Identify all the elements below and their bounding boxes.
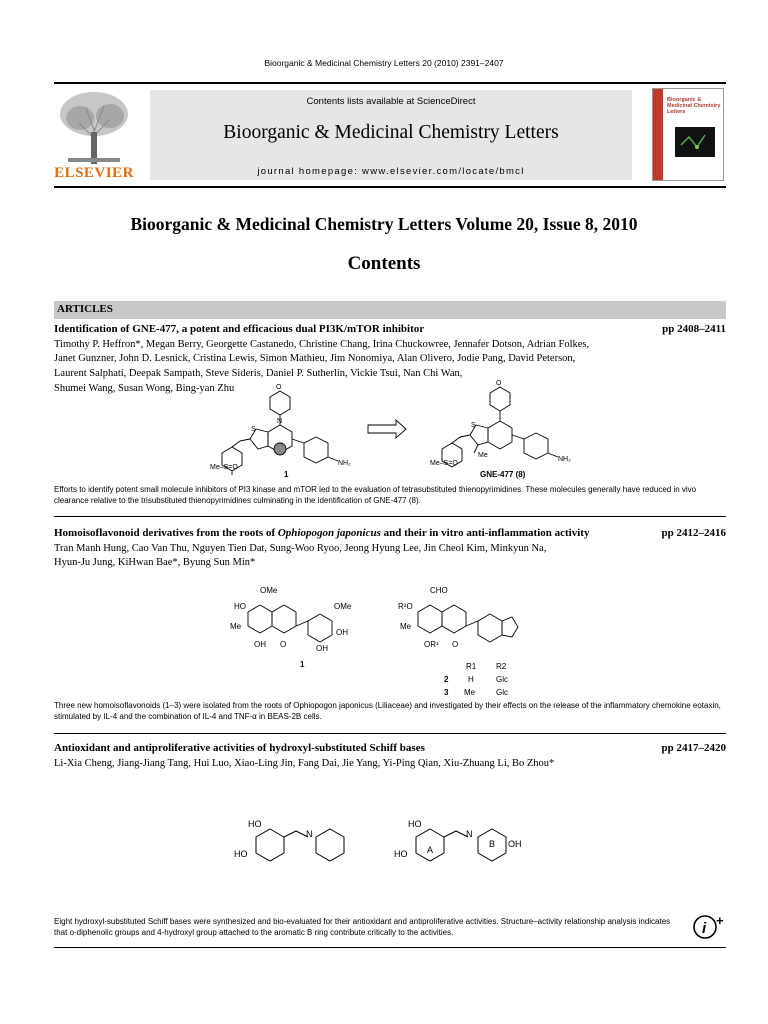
svg-text:OH: OH: [316, 644, 328, 653]
svg-text:N: N: [306, 829, 313, 839]
masthead: [54, 86, 726, 184]
svg-text:OH: OH: [508, 839, 522, 849]
cover-title: Bioorganic & Medicinal Chemistry Letters: [667, 97, 721, 116]
cover-stripe: [653, 89, 663, 180]
cover-image: [675, 127, 715, 157]
svg-text:+: +: [716, 913, 724, 928]
svg-text:Glc: Glc: [496, 688, 508, 697]
article-authors: Li-Xia Cheng, Jiang-Jiang Tang, Hui Luo, Xiao-Ling Jin, Fang Dai, Jie Yang, Yi-Ping Qian, Xiu-Zhuang Li, Bo Zhou*: [54, 757, 555, 769]
compound-label-1: 1: [300, 660, 305, 669]
svg-text:O: O: [452, 640, 459, 649]
article-abstract: Three new homoisoflavonoids (1–3) were isolated from the roots of Ophiopogon japonicus (Liliaceae) and investigated by their effects on the release of the inflammatory chemokine eotaxin, stimulated by IL-4 and the combination of IL-4 and TNF-α in BEAS-2B cells.: [54, 701, 721, 721]
svg-text:CHO: CHO: [430, 586, 448, 595]
article-separator: [54, 733, 726, 734]
svg-text:OH: OH: [336, 628, 348, 637]
svg-text:Me: Me: [478, 452, 488, 459]
r2-header: R2: [496, 662, 507, 671]
svg-text:Me: Me: [400, 622, 412, 631]
svg-text:Glc: Glc: [496, 675, 508, 684]
elsevier-tree-icon: [54, 88, 134, 166]
section-label: ARTICLES: [57, 303, 113, 315]
svg-text:S: S: [251, 426, 256, 433]
svg-text:HO: HO: [234, 602, 246, 611]
article-entry: [54, 527, 726, 571]
r1-header: R1: [466, 662, 477, 671]
article-pages[interactable]: pp 2417–2420: [661, 742, 726, 754]
svg-text:HO: HO: [394, 849, 408, 859]
article-abstract: Eight hydroxyl-substituted Schiff bases were synthesized and bio-evaluated for their antioxidant and antiproliferative activities. Structure–activity relationship analysis indicates that o-diphenolic groups and 4-hydroxyl group attached to the aromatic B ring contribute critically to the activities.: [54, 917, 671, 937]
svg-text:OR¹: OR¹: [424, 640, 439, 649]
svg-text:HO: HO: [408, 819, 422, 829]
publisher-name: ELSEVIER: [54, 165, 134, 181]
svg-text:NH₂: NH₂: [558, 456, 571, 463]
article-title[interactable]: Identification of GNE-477, a potent and efficacious dual PI3K/mTOR inhibitor: [54, 323, 425, 335]
svg-text:Me: Me: [464, 688, 476, 697]
info-plus-icon[interactable]: [692, 913, 726, 941]
journal-title: Bioorganic & Medicinal Chemistry Letters: [223, 122, 559, 143]
article-abstract: Efforts to identify potent small molecule inhibitors of PI3 kinase and mTOR led to the evaluation of tetrasubstituted thienopyrimidines. These molecules generally have reduced in vivo clearance relative to the trisubstituted thienopyrimidines culminating in the identification of GNE-477 (8).: [54, 485, 697, 505]
article-abstract-wrap: [54, 701, 726, 723]
svg-text:3: 3: [444, 688, 449, 697]
svg-text:O: O: [496, 380, 502, 387]
compound-label-1: 1: [284, 470, 289, 479]
section-bar: [54, 301, 726, 319]
svg-text:Me–S=O: Me–S=O: [430, 460, 458, 467]
elsevier-logo[interactable]: [54, 88, 134, 182]
svg-text:Me: Me: [230, 622, 242, 631]
graphical-abstract-gne477: [200, 380, 571, 483]
article-abstract-wrap: [54, 485, 726, 507]
svg-text:R²O: R²O: [398, 602, 413, 611]
svg-text:OMe: OMe: [334, 602, 352, 611]
article-abstract-wrap: [54, 913, 726, 939]
journal-banner: [150, 90, 632, 180]
svg-text:OH: OH: [254, 640, 266, 649]
svg-text:N: N: [466, 829, 473, 839]
svg-text:B: B: [489, 839, 496, 849]
svg-text:i: i: [702, 920, 707, 937]
article-separator: [54, 947, 726, 948]
journal-citation: Bioorganic & Medicinal Chemistry Letters 20 (2010) 2391–2407: [264, 58, 504, 68]
svg-text:H: H: [468, 675, 474, 684]
article-title[interactable]: Antioxidant and antiproliferative activities of hydroxyl-substituted Schiff bases: [54, 742, 425, 754]
svg-text:Me–S=O: Me–S=O: [210, 464, 238, 471]
article-pages[interactable]: pp 2408–2411: [662, 323, 726, 335]
article-separator: [54, 516, 726, 517]
journal-homepage-link[interactable]: journal homepage: www.elsevier.com/locate/bmcl: [257, 166, 525, 177]
svg-text:HO: HO: [234, 849, 248, 859]
contents-heading: Contents: [347, 253, 421, 274]
svg-text:2: 2: [444, 675, 449, 684]
compound-label-gne477: GNE-477 (8): [480, 470, 526, 479]
header-rule-top: [54, 82, 726, 84]
svg-text:O: O: [276, 384, 282, 391]
volume-title: Bioorganic & Medicinal Chemistry Letters Volume 20, Issue 8, 2010: [130, 214, 638, 234]
svg-text:NH₂: NH₂: [338, 460, 351, 467]
article-pages[interactable]: pp 2412–2416: [661, 527, 726, 539]
header-rule-bottom: [54, 186, 726, 188]
graphical-abstract-homoisoflavonoid: [230, 585, 560, 700]
article-entry: [54, 742, 726, 771]
svg-text:N: N: [277, 418, 283, 425]
svg-text:S: S: [471, 422, 476, 429]
contents-available-text[interactable]: Contents lists available at ScienceDirect: [306, 96, 476, 107]
svg-text:HO: HO: [248, 819, 262, 829]
svg-text:OMe: OMe: [260, 586, 278, 595]
svg-text:A: A: [427, 845, 434, 855]
graphical-abstract-schiff-bases: [230, 815, 560, 865]
journal-cover-thumbnail[interactable]: [652, 88, 724, 181]
svg-text:O: O: [280, 640, 287, 649]
article-authors: Timothy P. Heffron*, Megan Berry, Georgette Castanedo, Christine Chang, Irina Chuckowree, Jennafer Dotson, Adrian Folkes, Janet Gunzner, John D. Lesnick, Cristina Lewis, Simon Mathieu, Jim Nonomiya, Alan Olivero, Jodie Pang, David Peterson, Laurent Salphati, Deepak Sampath, Steve Sideris, Daniel P. Sutherlin, Vickie Tsui, Nan Chi Wan, Shumei Wang, Susan Wong, Bing-yan Zhu: [54, 338, 590, 394]
article-authors: Tran Manh Hung, Cao Van Thu, Nguyen Tien Dat, Sung-Woo Ryoo, Jeong Hyung Lee, Jin Cheol Kim, Minkyun Na, Hyun-Ju Jung, KiHwan Bae*, Byung Sun Min*: [54, 542, 547, 569]
article-title[interactable]: Homoisoflavonoid derivatives from the roots of Ophiopogon japonicus and their in vitro anti-inflammation activity: [54, 527, 590, 539]
